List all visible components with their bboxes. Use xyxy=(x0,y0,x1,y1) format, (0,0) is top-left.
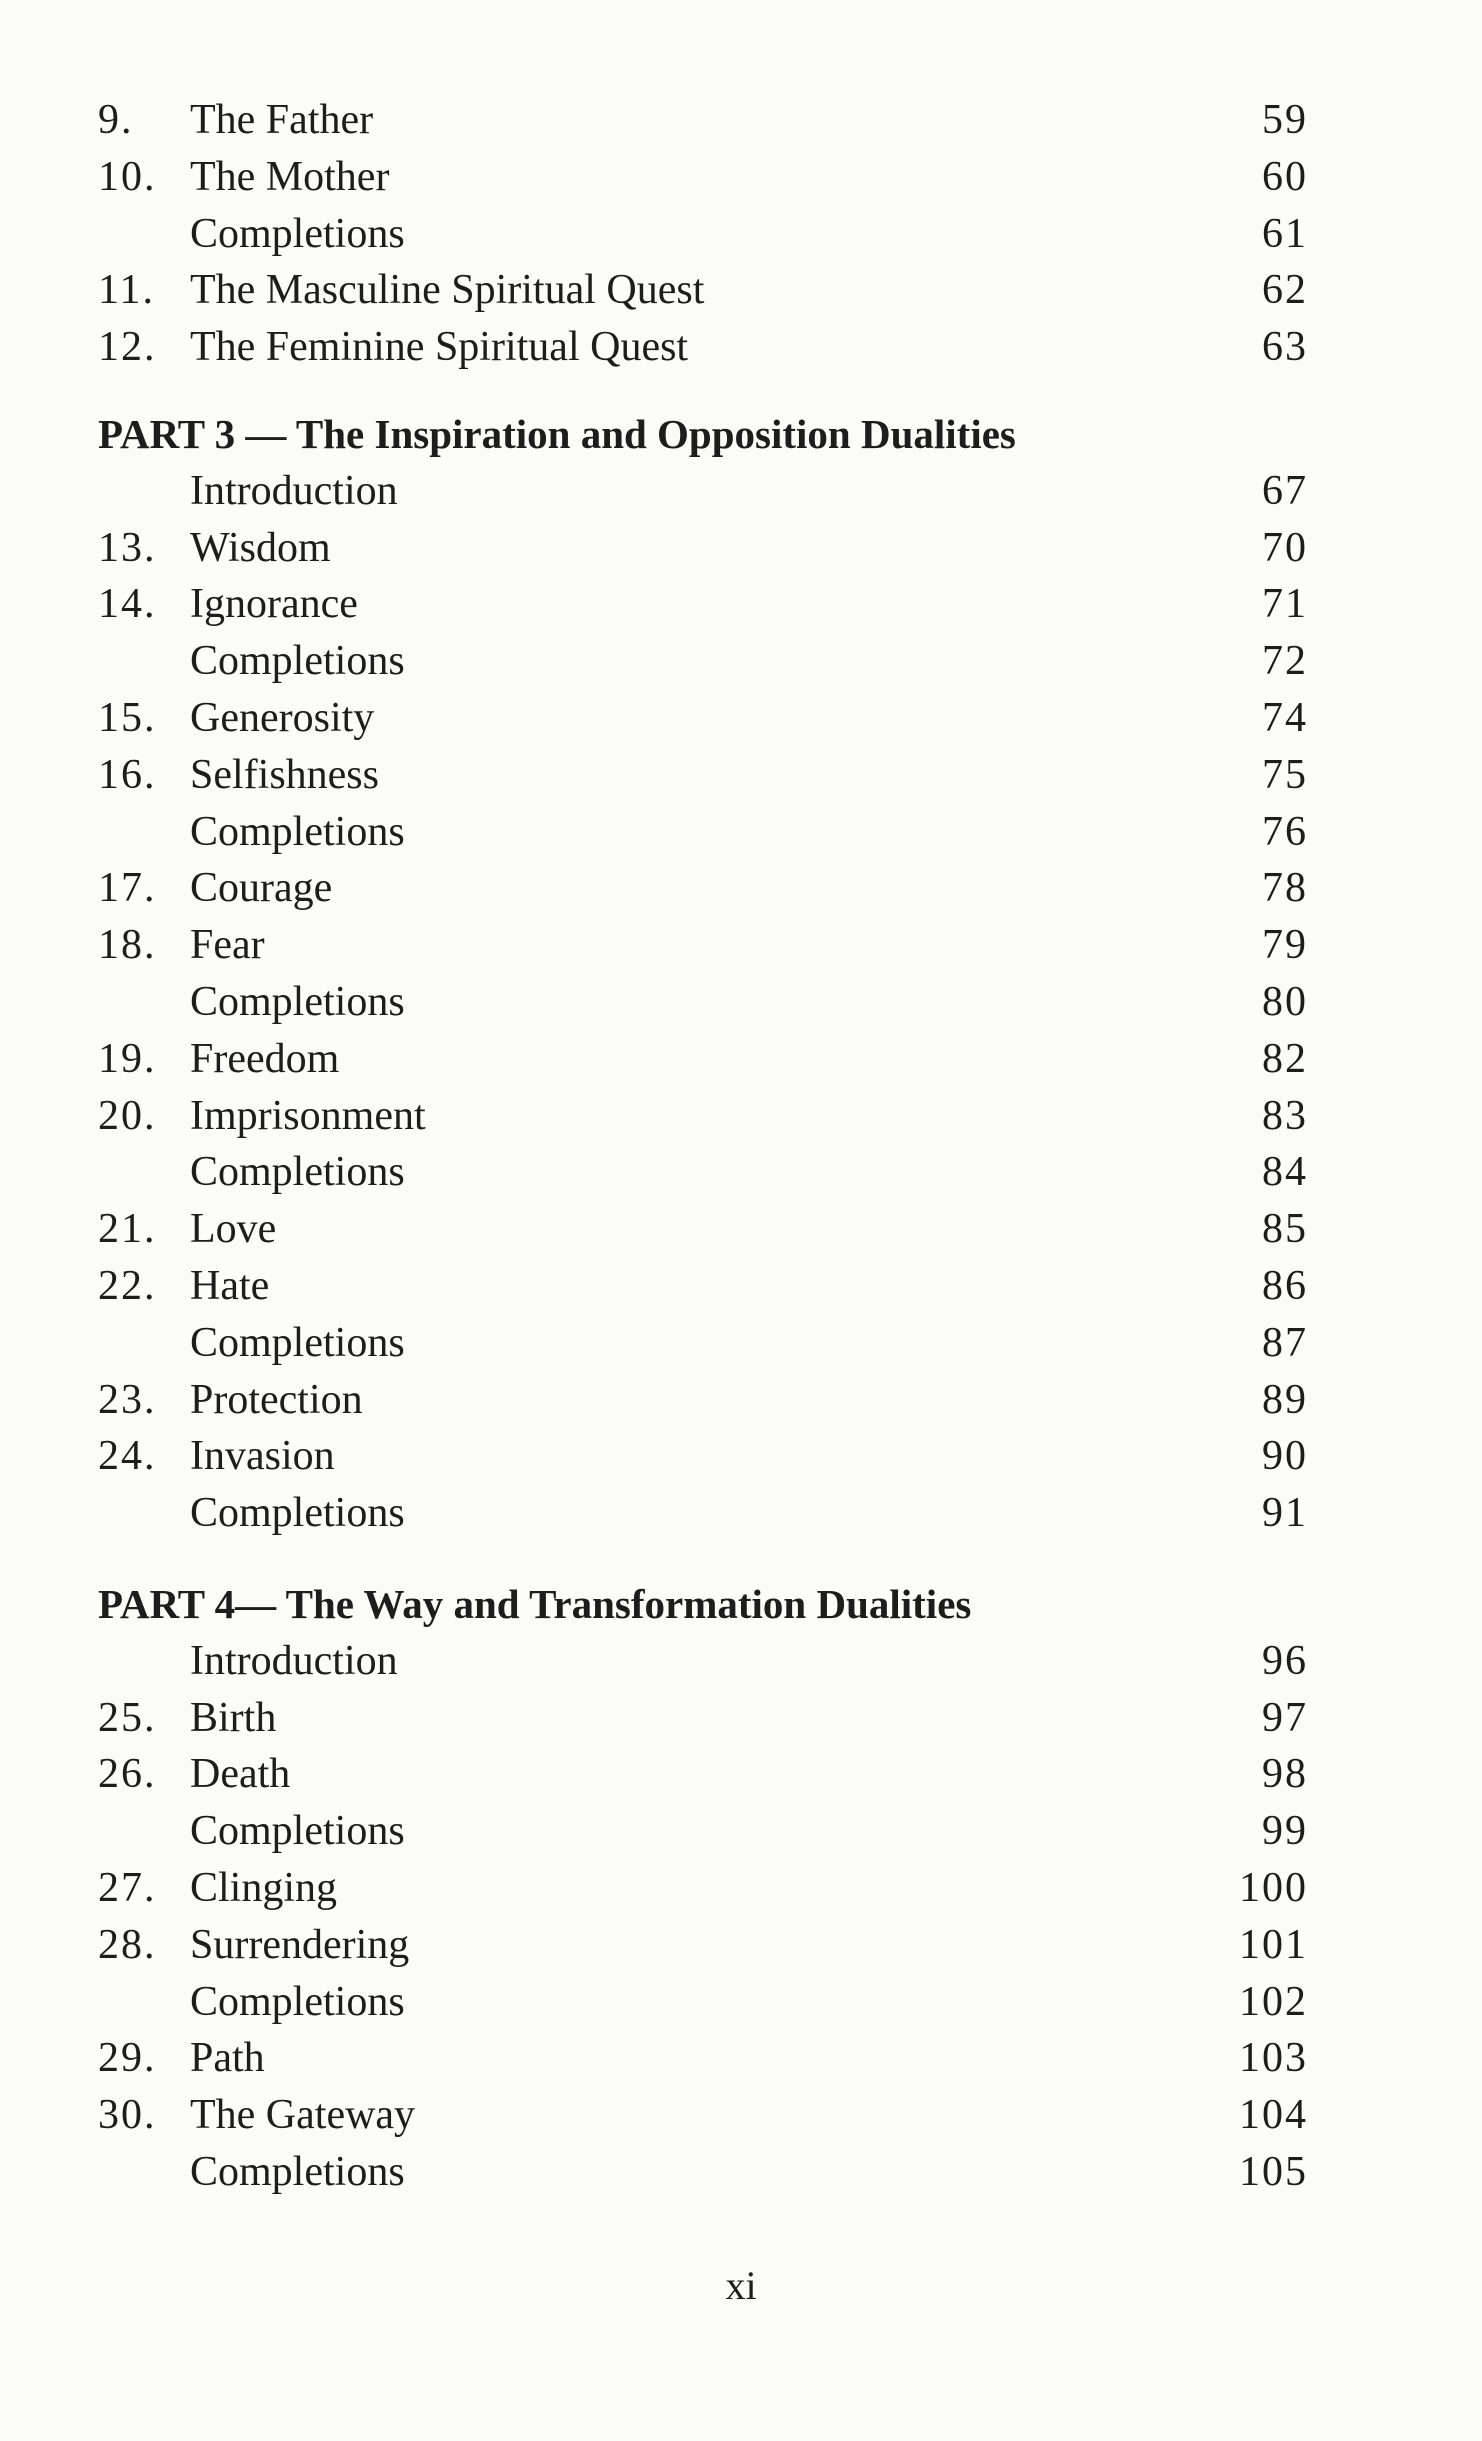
toc-entry xyxy=(98,2144,1308,2201)
toc-entry xyxy=(98,1372,1308,1429)
toc-entry-title: Completions xyxy=(190,808,405,855)
toc-entry-number: 19. xyxy=(98,1035,157,1082)
toc-entry-page: 82 xyxy=(1262,1035,1308,1082)
toc-entry-number: 22. xyxy=(98,1262,157,1309)
toc-entry-title: Clinging xyxy=(190,1864,338,1911)
toc-entry-page: 71 xyxy=(1262,581,1308,628)
toc-entry-number: 12. xyxy=(98,324,157,371)
toc-entry-page: 97 xyxy=(1262,1694,1308,1741)
toc-entry xyxy=(98,917,1308,974)
toc-entry xyxy=(98,262,1308,319)
toc-entry-page: 102 xyxy=(1239,1978,1308,2025)
toc-entry xyxy=(98,1258,1308,1315)
toc-entry-page: 103 xyxy=(1239,2035,1308,2082)
toc-entry xyxy=(98,1746,1308,1803)
toc-entry-title: Protection xyxy=(190,1376,363,1423)
toc-entry-page: 75 xyxy=(1262,751,1308,798)
toc-entry-title: Hate xyxy=(190,1262,270,1309)
toc-entry-page: 87 xyxy=(1262,1319,1308,1366)
part3-list xyxy=(98,463,1308,1542)
toc-entry-number: 28. xyxy=(98,1921,157,1968)
toc-entry-page: 72 xyxy=(1262,638,1308,685)
toc-entry-title: Path xyxy=(190,2035,265,2082)
toc-entry xyxy=(98,633,1308,690)
part2-tail-list xyxy=(98,92,1308,376)
toc-entry-title: Surrendering xyxy=(190,1921,410,1968)
toc-entry-number: 27. xyxy=(98,1864,157,1911)
toc-entry-number: 30. xyxy=(98,2092,157,2139)
toc-entry-number: 17. xyxy=(98,865,157,912)
table-of-contents xyxy=(98,92,1308,2201)
toc-entry-page: 78 xyxy=(1262,865,1308,912)
toc-entry-title: Completions xyxy=(190,1808,405,1855)
toc-entry-title: Introduction xyxy=(190,467,398,514)
toc-entry-number: 26. xyxy=(98,1751,157,1798)
toc-entry-title: Generosity xyxy=(190,694,375,741)
toc-entry-page: 70 xyxy=(1262,524,1308,571)
toc-entry xyxy=(98,1088,1308,1145)
toc-entry xyxy=(98,1485,1308,1542)
toc-entry-page: 63 xyxy=(1262,324,1308,371)
toc-entry-title: Wisdom xyxy=(190,524,331,571)
toc-entry-title: The Feminine Spiritual Quest xyxy=(190,324,689,371)
toc-entry-number: 16. xyxy=(98,751,157,798)
toc-entry xyxy=(98,206,1308,263)
toc-entry xyxy=(98,1974,1308,2031)
toc-entry-page: 84 xyxy=(1262,1149,1308,1196)
part4-heading: PART 4— The Way and Transformation Dualities xyxy=(98,1580,972,1627)
toc-entry-page: 96 xyxy=(1262,1637,1308,1684)
toc-entry-title: Introduction xyxy=(190,1637,398,1684)
toc-entry xyxy=(98,1860,1308,1917)
toc-entry-number: 14. xyxy=(98,581,157,628)
toc-entry xyxy=(98,804,1308,861)
toc-entry-page: 90 xyxy=(1262,1433,1308,1480)
toc-entry-number: 13. xyxy=(98,524,157,571)
toc-entry-page: 74 xyxy=(1262,694,1308,741)
toc-entry-number: 25. xyxy=(98,1694,157,1741)
toc-entry-page: 100 xyxy=(1239,1864,1308,1911)
toc-entry-page: 86 xyxy=(1262,1262,1308,1309)
toc-entry-title: Ignorance xyxy=(190,581,358,628)
toc-entry-page: 85 xyxy=(1262,1206,1308,1253)
toc-entry xyxy=(98,1803,1308,1860)
toc-entry-title: Death xyxy=(190,1751,291,1798)
toc-entry-page: 99 xyxy=(1262,1808,1308,1855)
toc-entry-title: Completions xyxy=(190,2148,405,2195)
toc-entry-page: 76 xyxy=(1262,808,1308,855)
toc-entry xyxy=(98,463,1308,520)
toc-entry-page: 91 xyxy=(1262,1490,1308,1537)
toc-entry xyxy=(98,2030,1308,2087)
toc-entry-title: Invasion xyxy=(190,1433,335,1480)
toc-entry-title: Courage xyxy=(190,865,333,912)
toc-entry-title: Love xyxy=(190,1206,277,1253)
toc-entry-number: 15. xyxy=(98,694,157,741)
toc-entry xyxy=(98,1917,1308,1974)
toc-entry-page: 105 xyxy=(1239,2148,1308,2195)
toc-entry-page: 61 xyxy=(1262,210,1308,257)
toc-entry xyxy=(98,690,1308,747)
toc-entry xyxy=(98,92,1308,149)
toc-entry-number: 11. xyxy=(98,267,155,314)
toc-entry xyxy=(98,149,1308,206)
toc-entry xyxy=(98,860,1308,917)
toc-entry xyxy=(98,1144,1308,1201)
toc-entry-title: Completions xyxy=(190,1149,405,1196)
toc-entry-number: 23. xyxy=(98,1376,157,1423)
toc-entry-number: 21. xyxy=(98,1206,157,1253)
toc-entry-title: Selfishness xyxy=(190,751,379,798)
toc-entry-title: Completions xyxy=(190,1319,405,1366)
toc-entry-title: Freedom xyxy=(190,1035,340,1082)
toc-entry-title: Fear xyxy=(190,922,265,969)
part4-list xyxy=(98,1633,1308,2201)
toc-entry-page: 79 xyxy=(1262,922,1308,969)
toc-entry-page: 60 xyxy=(1262,153,1308,200)
toc-entry-page: 62 xyxy=(1262,267,1308,314)
toc-entry-page: 89 xyxy=(1262,1376,1308,1423)
toc-entry xyxy=(98,319,1308,376)
toc-entry xyxy=(98,747,1308,804)
toc-entry-title: The Father xyxy=(190,97,374,143)
toc-entry-page: 67 xyxy=(1262,467,1308,514)
toc-entry xyxy=(98,1031,1308,1088)
toc-entry-page: 98 xyxy=(1262,1751,1308,1798)
toc-entry-title: Birth xyxy=(190,1694,277,1741)
toc-entry xyxy=(98,2087,1308,2144)
toc-entry-title: Completions xyxy=(190,210,405,257)
toc-entry-page: 101 xyxy=(1239,1921,1308,1968)
toc-entry-title: The Gateway xyxy=(190,2092,416,2139)
toc-entry xyxy=(98,520,1308,577)
toc-entry-title: Completions xyxy=(190,978,405,1025)
toc-entry-number: 10. xyxy=(98,153,157,200)
toc-entry xyxy=(98,1690,1308,1747)
toc-entry-page: 80 xyxy=(1262,978,1308,1025)
toc-entry xyxy=(98,1315,1308,1372)
toc-entry-number: 24. xyxy=(98,1433,157,1480)
toc-entry xyxy=(98,1633,1308,1690)
toc-entry-page: 59 xyxy=(1262,97,1308,143)
page-number: xi xyxy=(725,2263,757,2308)
toc-entry xyxy=(98,1201,1308,1258)
toc-entry xyxy=(98,576,1308,633)
toc-entry-number: 29. xyxy=(98,2035,157,2082)
toc-entry-number: 18. xyxy=(98,922,157,969)
part3-heading: PART 3 — The Inspiration and Opposition Dualities xyxy=(98,410,1016,457)
toc-entry-number: 20. xyxy=(98,1092,157,1139)
toc-entry-title: Completions xyxy=(190,1490,405,1537)
toc-entry-title: Completions xyxy=(190,1978,405,2025)
toc-entry-title: Imprisonment xyxy=(190,1092,426,1139)
toc-entry-number: 9. xyxy=(98,97,134,143)
toc-entry xyxy=(98,974,1308,1031)
toc-entry-title: The Masculine Spiritual Quest xyxy=(190,267,705,314)
toc-entry-title: The Mother xyxy=(190,153,390,200)
toc-entry xyxy=(98,1428,1308,1485)
toc-entry-title: Completions xyxy=(190,638,405,685)
toc-entry-page: 104 xyxy=(1239,2092,1308,2139)
toc-entry-page: 83 xyxy=(1262,1092,1308,1139)
